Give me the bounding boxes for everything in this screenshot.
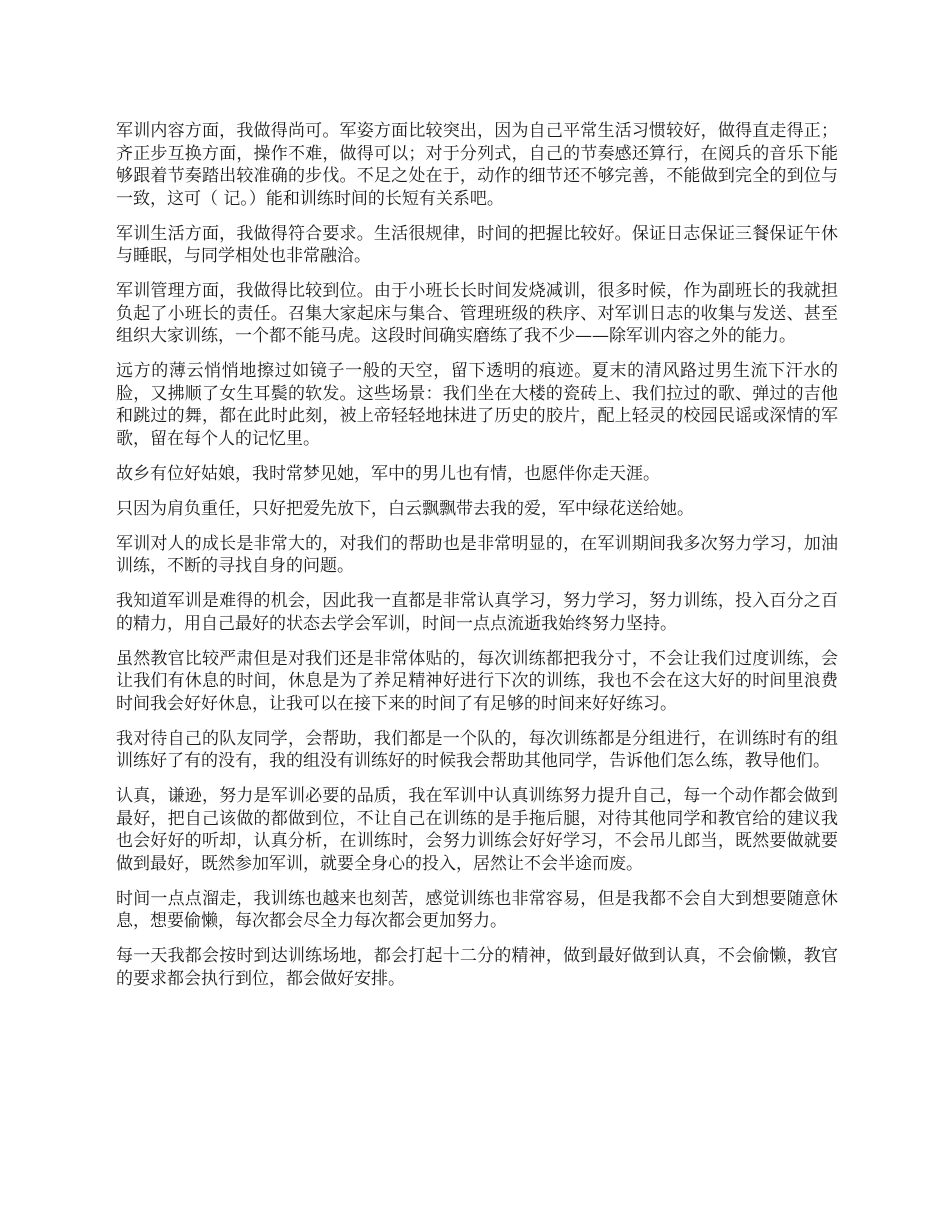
paragraph-opportunity: 我知道军训是难得的机会，因此我一直都是非常认真学习，努力学习，努力训练，投入百分之百的精力，用自己最好的状态去学会军训，时间一点点流逝我始终努力坚持。 (116, 591, 838, 634)
paragraph-life-aspect: 军训生活方面，我做得符合要求。生活很规律，时间的把握比较好。保证日志保证三餐保证午休与睡眠，与同学相处也非常融洽。 (116, 223, 838, 266)
paragraph-qualities: 认真，谦逊，努力是军训必要的品质，我在军训中认真训练努力提升自己，每一个动作都会做到最好，把自己该做的都做到位，不让自己在训练的是手拖后腿，对待其他同学和教官给的建议我也会好好的听却，认真分析，在训练时，会努力训练会好好学习，不会吊儿郎当，既然要做就要做到最好，既然参加军训，就要全身心的投入，居然让不会半途而废。 (116, 786, 838, 874)
paragraph-daily-attendance: 每一天我都会按时到达训练场地，都会打起十二分的精神，做到最好做到认真，不会偷懒，教官的要求都会执行到位，都会做好安排。 (116, 946, 838, 989)
paragraph-scenery: 远方的薄云悄悄地擦过如镜子一般的天空，留下透明的痕迹。夏末的清风路过男生流下汗水的脸，又拂顺了女生耳鬓的软发。这些场景：我们坐在大楼的瓷砖上、我们拉过的歌、弹过的吉他和跳过的舞，都在此时此刻，被上帝轻轻地抹进了历史的胶片，配上轻灵的校园民谣或深情的军歌，留在每个人的记忆里。 (116, 361, 838, 449)
paragraph-content-aspect: 军训内容方面，我做得尚可。军姿方面比较突出，因为自己平常生活习惯较好，做得直走得正；齐正步互换方面，操作不难，做得可以；对于分列式，自己的节奏感还算行，在阅兵的音乐下能够跟着节奏踏出较准确的步伐。不足之处在于，动作的细节还不够完善，不能做到完全的到位与一致，这可（ 记。）能和训练时间的长短有关系吧。 (116, 121, 838, 209)
paragraph-teammates: 我对待自己的队友同学，会帮助，我们都是一个队的，每次训练都是分组进行，在训练时有的组训练好了有的没有，我的组没有训练好的时候我会帮助其他同学，告诉他们怎么练，教导他们。 (116, 728, 838, 771)
document-body (116, 120, 838, 1003)
paragraph-time-passing: 时间一点点溜走，我训练也越来也刻苦，感觉训练也非常容易，但是我都不会自大到想要随意休息，想要偷懒，每次都会尽全力每次都会更加努力。 (116, 888, 838, 931)
paragraph-song-lyric-1: 故乡有位好姑娘，我时常梦见她，军中的男儿也有情，也愿伴你走天涯。 (116, 463, 660, 484)
paragraph-management-aspect: 军训管理方面，我做得比较到位。由于小班长长时间发烧减训，很多时候，作为副班长的我就担负起了小班长的责任。召集大家起床与集合、管理班级的秩序、对军训日志的收集与发送、甚至组织大家训练，一个都不能马虎。这段时间确实磨练了我不少——除军训内容之外的能力。 (116, 281, 838, 346)
paragraph-song-lyric-2: 只因为肩负重任，只好把爱先放下，白云飘飘带去我的爱，军中绿花送给她。 (116, 498, 694, 519)
paragraph-growth: 军训对人的成长是非常大的，对我们的帮助也是非常明显的，在军训期间我多次努力学习，加油训练，不断的寻找自身的问题。 (116, 533, 838, 576)
paragraph-instructor: 虽然教官比较严肃但是对我们还是非常体贴的，每次训练都把我分寸，不会让我们过度训练，会让我们有休息的时间，休息是为了养足精神好进行下次的训练，我也不会在这大好的时间里浪费时间我会好好休息，让我可以在接下来的时间了有足够的时间来好好练习。 (116, 648, 838, 714)
